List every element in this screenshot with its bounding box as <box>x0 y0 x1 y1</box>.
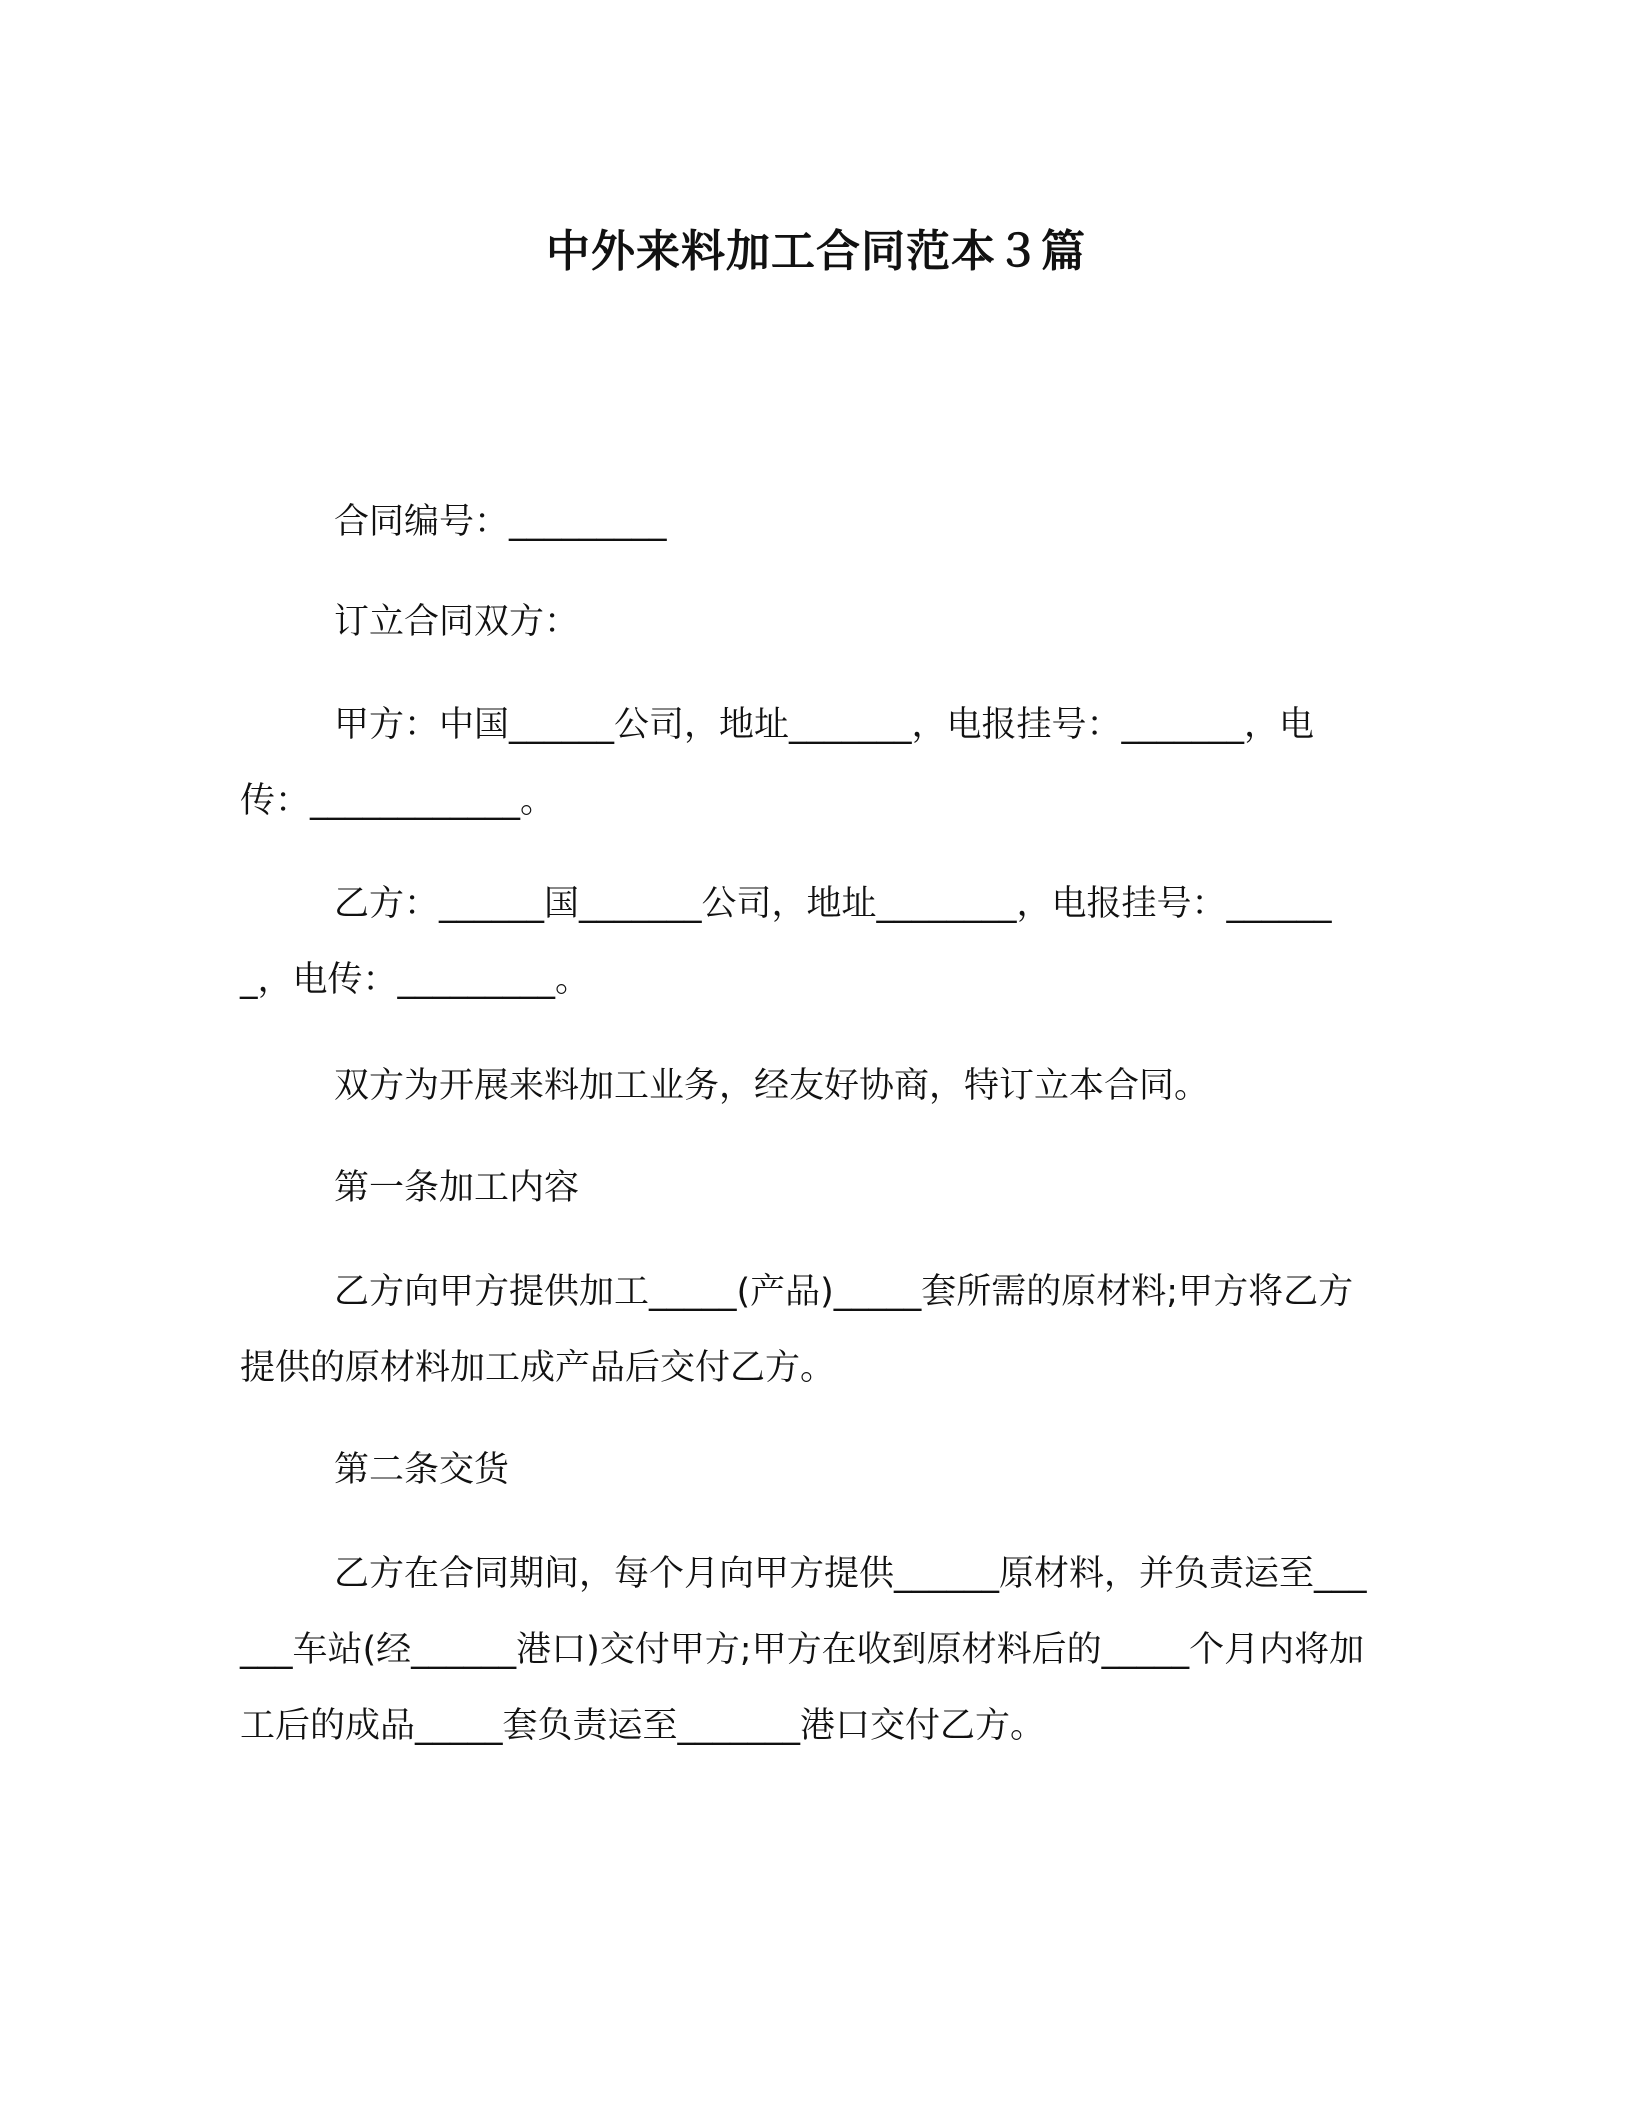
intro-line: 双方为开展来料加工业务，经友好协商，特订立本合同。 <box>334 1066 1210 1106</box>
party-a-line: 甲方：中国______公司，地址_______，电报挂号：_______，电传：____________。 <box>240 705 1315 821</box>
contract-number-line: 合同编号：_________ <box>334 502 667 542</box>
parties-heading: 订立合同双方： <box>334 602 580 642</box>
article-1-heading: 第一条加工内容 <box>334 1168 580 1208</box>
document-title: 中外来料加工合同范本３篇 <box>546 226 1086 277</box>
party-b-line: 乙方：______国_______公司，地址________，电报挂号：_______，电传：_________。 <box>240 884 1332 1000</box>
article-2-heading: 第二条交货 <box>334 1450 510 1490</box>
article-2-body: 乙方在合同期间，每个月向甲方提供______原材料，并负责运至______车站(经______港口)交付甲方;甲方在收到原材料后的_____个月内将加工后的成品_____套负责运至_______港口交付乙方。 <box>240 1554 1367 1746</box>
article-1-body: 乙方向甲方提供加工_____(产品)_____套所需的原材料;甲方将乙方提供的原材料加工成产品后交付乙方。 <box>240 1272 1354 1388</box>
